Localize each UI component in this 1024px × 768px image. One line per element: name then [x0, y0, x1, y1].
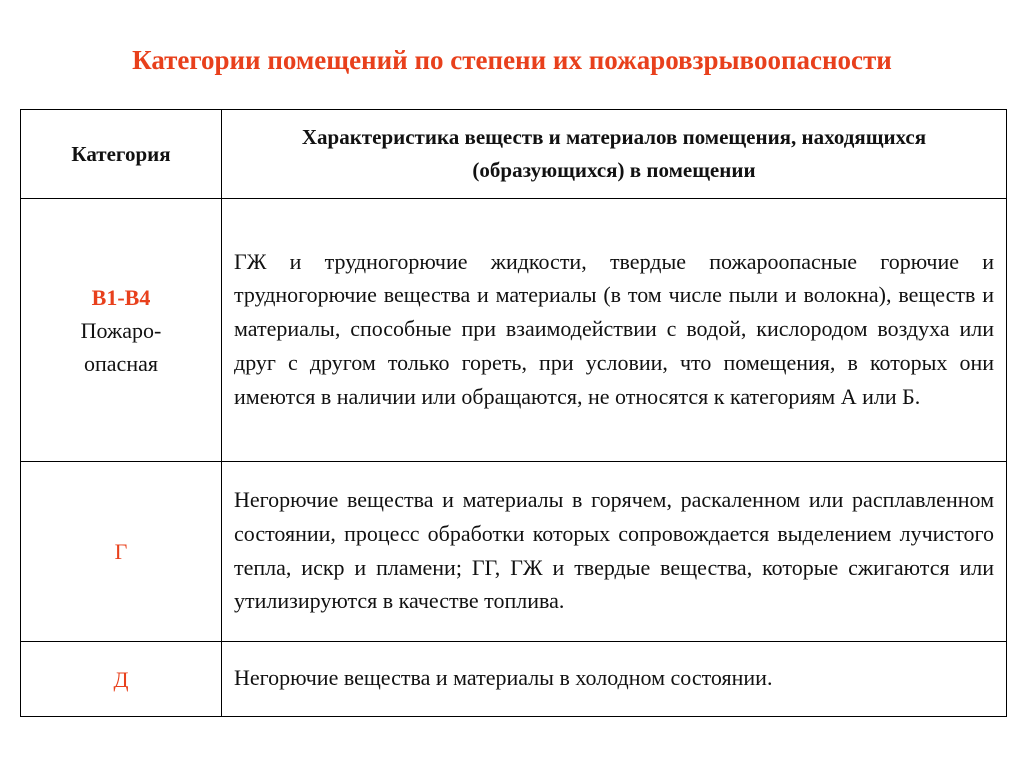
table-header-row — [21, 110, 1007, 199]
description-cell: Негорючие вещества и материалы в холодном состоянии. — [222, 642, 1007, 717]
category-code: В1-В4 — [91, 284, 151, 310]
table-row — [21, 462, 1007, 642]
category-code: Г — [114, 539, 128, 564]
category-cell — [21, 642, 222, 717]
categories-table — [20, 109, 1007, 717]
description-cell: Негорючие вещества и материалы в горячем, раскаленном или расплавленном состоянии, процесс обработки которых сопровождается выделением лучистого тепла, искр и пламени; ГГ, ГЖ и твердые вещества, которые сжигаются или утилизируются в качестве топлива. — [222, 462, 1007, 642]
category-cell — [21, 199, 222, 462]
header-characteristic: Характеристика веществ и материалов помещения, находящихся (образующихся) в помещении — [222, 110, 1007, 199]
slide-title: Категории помещений по степени их пожаровзрывоопасности — [132, 45, 892, 75]
category-code: Д — [113, 666, 129, 692]
header-category: Категория — [21, 110, 222, 199]
description-cell: ГЖ и трудногорючие жидкости, твердые пожароопасные горючие и трудногорючие вещества и материалы (в том числе пыли и волокна), веществ и материалы, способные при взаимодействии с водой, кислородом воздуха или друг с другом только гореть, при условии, что помещения, в которых они имеются в наличии или обращаются, не относятся к категориям А или Б. — [222, 199, 1007, 462]
category-cell — [21, 462, 222, 642]
category-label: Пожаро- опасная — [80, 317, 162, 376]
table-row — [21, 199, 1007, 462]
table-row — [21, 642, 1007, 717]
